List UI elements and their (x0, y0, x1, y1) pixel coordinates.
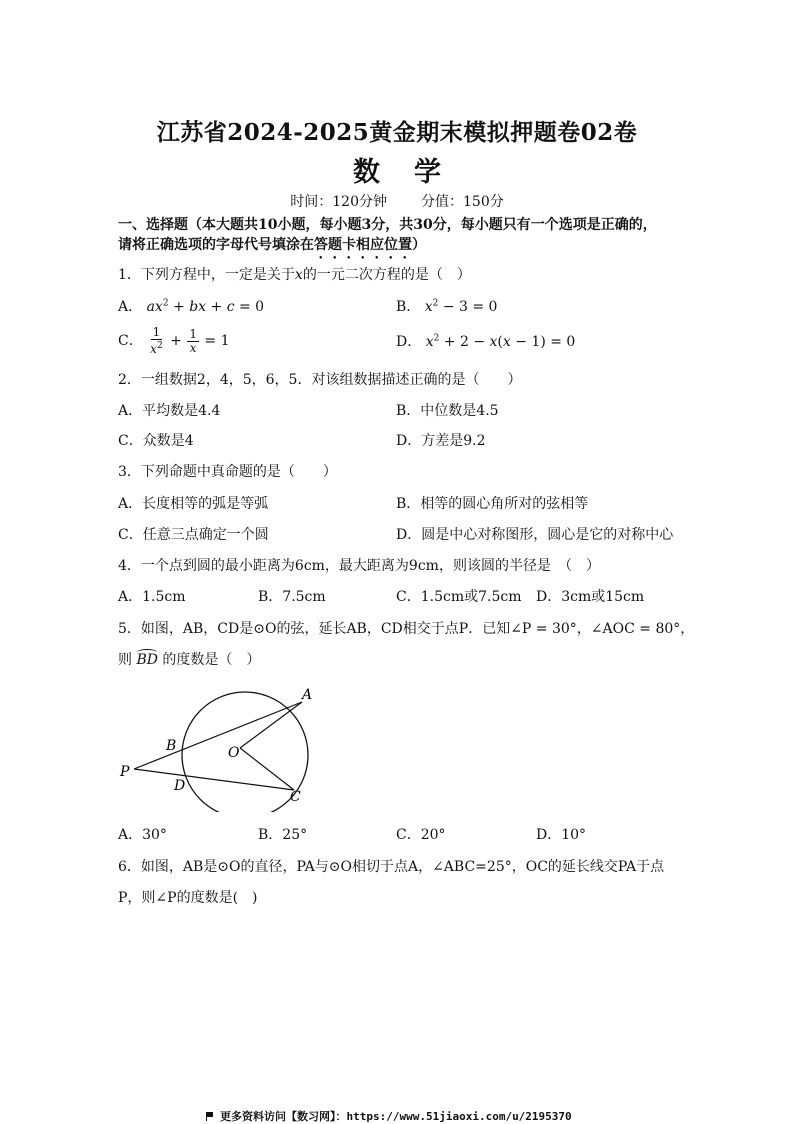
q1-option-a: A． $ax^2$ + bx + c = 0 (118, 298, 265, 315)
question-1-stem: 1．下列方程中，一定是关于x的一元二次方程的是（ ） (118, 267, 471, 283)
label-p: P (120, 764, 130, 780)
q5-option-c: C．20° (396, 827, 446, 843)
q3-option-c: C．任意三点确定一个圆 (118, 527, 269, 543)
q3-option-d: D．圆是中心对称图形，圆心是它的对称中心 (396, 527, 674, 543)
flag-icon (206, 1112, 214, 1121)
label-o: O (228, 745, 240, 761)
section-heading-line2: 请将正确选项的字母代号填涂在答题卡相应位置） (118, 237, 426, 253)
exam-subject: 数学 (353, 157, 475, 188)
q3-option-b: B．相等的圆心角所对的弦相等 (396, 496, 589, 512)
arc-bd: BD (136, 652, 158, 668)
q1-option-b: B． $x^2 - 3 = 0$ (396, 298, 498, 315)
q4-option-b: B．7.5cm (258, 589, 326, 605)
q5-option-d: D．10° (536, 827, 587, 843)
question-5-line1: 5．如图，AB，CD是⊙O的弦，延长AB，CD相交于点P．已知∠P = 30°，∠AOC = 80°， (118, 621, 695, 637)
label-a: A (302, 687, 313, 703)
q3-option-a: A．长度相等的弧是等弧 (118, 496, 269, 512)
question-6-line1: 6．如图，AB是⊙O的直径，PA与⊙O相切于点A，∠ABC=25°，OC的延长线交PA于点 (118, 859, 665, 875)
exam-time: 时间：120分钟 (290, 194, 387, 210)
circle-figure (112, 682, 332, 812)
exam-score: 分值：150分 (421, 194, 504, 210)
q5-option-a: A．30° (118, 827, 167, 843)
line-pc (134, 769, 294, 790)
line-pa (134, 702, 302, 769)
footer-link[interactable]: 更多资料访问【数习网】：https://www.51jiaoxi.com/u/2195370 (206, 1108, 572, 1124)
exam-title: 江苏省2024-2025黄金期末模拟押题卷02卷 (156, 119, 638, 146)
exam-meta (0, 191, 794, 211)
question-6-line2: P，则∠P的度数是( ) (118, 890, 258, 906)
q2-option-a: A．平均数是4.4 (118, 403, 221, 419)
q4-option-c: C．1.5cm或7.5cm (396, 589, 522, 605)
label-c: C (290, 789, 301, 805)
q2-option-b: B．中位数是4.5 (396, 403, 499, 419)
q1-option-d: D． $x^2 + 2 - x(x - 1) = 0$ (396, 333, 576, 350)
label-d: D (174, 778, 186, 794)
segment-oa (240, 702, 302, 748)
section-heading-line1: 一、选择题（本大题共10小题，每小题3分，共30分，每小题只有一个选项是正确的， (118, 217, 657, 233)
question-2-stem: 2．一组数据2，4，5，6，5．对该组数据描述正确的是（ ） (118, 372, 522, 388)
emphasis-text: 答题卡相应位置 (314, 237, 412, 253)
q4-option-d: D．3cm或15cm (536, 589, 645, 605)
q1-option-c: C． $\frac{1}{x^2}$ + $\frac{1}{x}$ = 1 (118, 325, 230, 356)
label-b: B (166, 738, 177, 754)
q4-option-a: A．1.5cm (118, 589, 186, 605)
question-5-line2: 则 BD 的度数是（ ） (118, 652, 261, 668)
question-4-stem: 4．一个点到圆的最小距离为6cm，最大距离为9cm，则该圆的半径是 （ ） (118, 558, 600, 574)
q5-option-b: B．25° (258, 827, 308, 843)
q2-option-c: C．众数是4 (118, 433, 194, 449)
q2-option-d: D．方差是9.2 (396, 433, 486, 449)
question-3-stem: 3．下列命题中真命题的是（ ） (118, 464, 337, 480)
